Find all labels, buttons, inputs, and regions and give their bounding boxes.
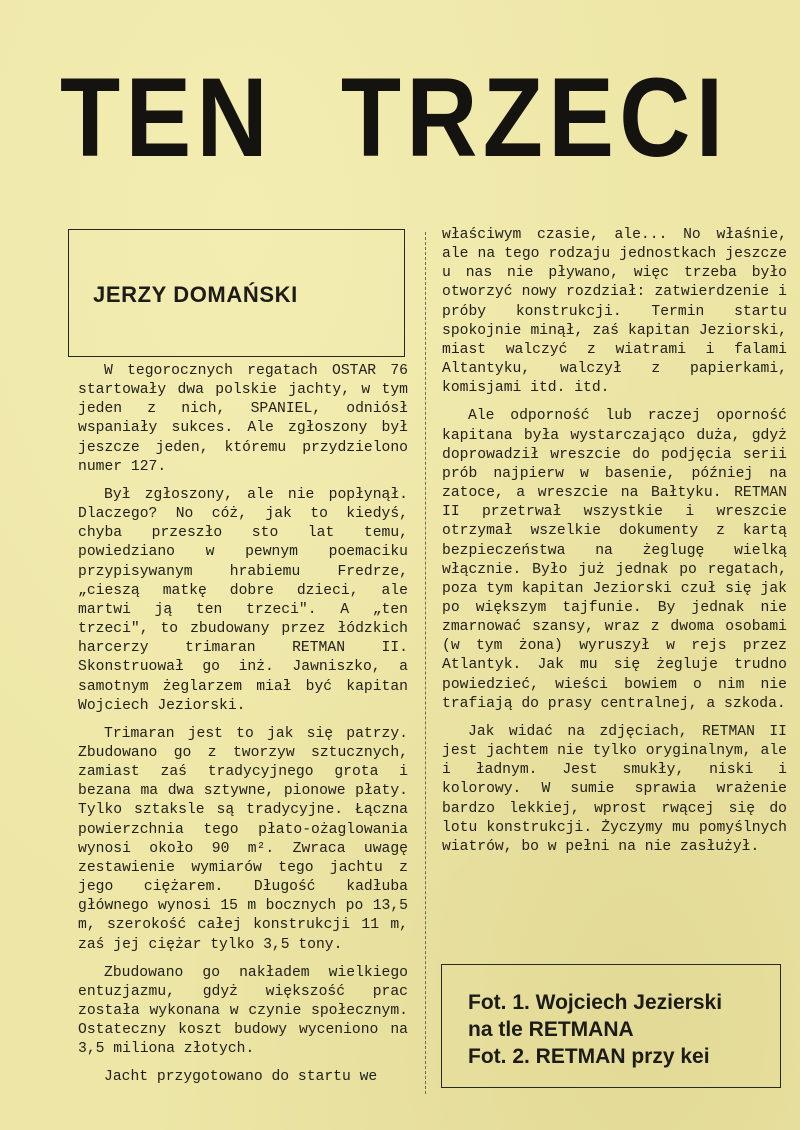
paragraph: W tegorocznych regatach OSTAR 76 startowały dwa polskie jachty, w tym jeden z nich, SPANIEL, odniósł wspaniały sukces. Ale zgłoszony był jeszcze jeden, któremu przydzielono numer 127.: [78, 363, 408, 475]
paragraph: Ale odporność lub raczej oporność kapitana była wystarczająco duża, gdyż doprowadził wreszcie do podjęcia serii prób najpierw w basenie, później na zatoce, a wreszcie na Bałtyku. RETMAN II przetrwał wszystkie i wreszcie otrzymał wszelkie dokumenty z kartą bezpieczeństwa na żeglugę wielką włącznie. Było już jednak po regatach, poza tym kapitan Jeziorski czuł się jak po większym tajfunie. By jednak nie zmarnować szansy, wraz z dwoma osobami (w tym żona) wyruszył w rejs przez Atlantyk. Jak mu się żegluje trudno powiedzieć, wieści bowiem o nim nie trafiają do prasy centralnej, a szkoda.: [442, 408, 787, 712]
paragraph: Jacht przygotowano do startu we: [104, 1069, 378, 1086]
left-column: [78, 362, 408, 1097]
article-title: TEN TRZECI: [60, 55, 729, 180]
author-box: [68, 229, 405, 357]
caption-line: Fot. 1. Wojciech Jezierski: [468, 991, 723, 1014]
paragraph: Zbudowano go nakładem wielkiego entuzjazmu, gdyż większość prac została wykonana w czynie społecznym. Ostateczny koszt budowy wyceniono na 3,5 miliona złotych.: [78, 964, 408, 1058]
column-divider: [425, 232, 426, 1094]
caption-line: Fot. 2. RETMAN przy kei: [468, 1045, 710, 1068]
paragraph: Był zgłoszony, ale nie popłynął. Dlaczego? No cóż, jak to kiedyś, chyba przeszło sto lat temu, powiedziano w pewnym poemaciku przypisywanym hrabiemu Fredrze, „cieszą matkę dobre dzieci, ale martwi ją ten trzeci". A „ten trzeci", to zbudowany przez łódzkich harcerzy trimaran RETMAN II. Skonstruował go inż. Jawniszko, a samotnym żeglarzem miał być kapitan Wojciech Jeziorski.: [78, 486, 408, 714]
author-name: JERZY DOMAŃSKI: [93, 282, 298, 307]
right-column: [442, 226, 787, 866]
paragraph: Jak widać na zdjęciach, RETMAN II jest jachtem nie tylko oryginalnym, ale i ładnym. Jest smukły, niski i kolorowy. W sumie sprawia wrażenie bardzo lekkiej, wprost rwącej się do lotu konstrukcji. Życzymy mu pomyślnych wiatrów, bo w pełni na nie zasłużył.: [442, 723, 787, 855]
photo-caption-box: [441, 964, 781, 1088]
caption-line: na tle RETMANA: [468, 1018, 634, 1041]
paragraph: Trimaran jest to jak się patrzy. Zbudowano go z tworzyw sztucznych, zamiast zaś tradycyjnego grota i bezana ma dwa sztywne, pionowe płaty. Tylko sztaksle są tradycyjne. Łączna powierzchnia tego płato-ożaglowania wynosi około 90 m². Zwraca uwagę zestawienie wymiarów tego jachtu z jego ciężarem. Długość kadłuba głównego wynosi 15 m bocznych po 13,5 m, szerokość całej konstrukcji 11 m, zaś jej ciężar tylko 3,5 tony.: [78, 725, 408, 953]
paragraph: właściwym czasie, ale... No właśnie, ale na tego rodzaju jednostkach jeszcze u nas nie pływano, więc trzeba było otworzyć nowy rozdział: zatwierdzenie i próby konstrukcji. Termin startu spokojnie minął, zaś kapitan Jeziorski, miast walczyć z wiatrami i falami Altantyku, walczył z papierkami, komisjami itd. itd.: [442, 227, 787, 397]
